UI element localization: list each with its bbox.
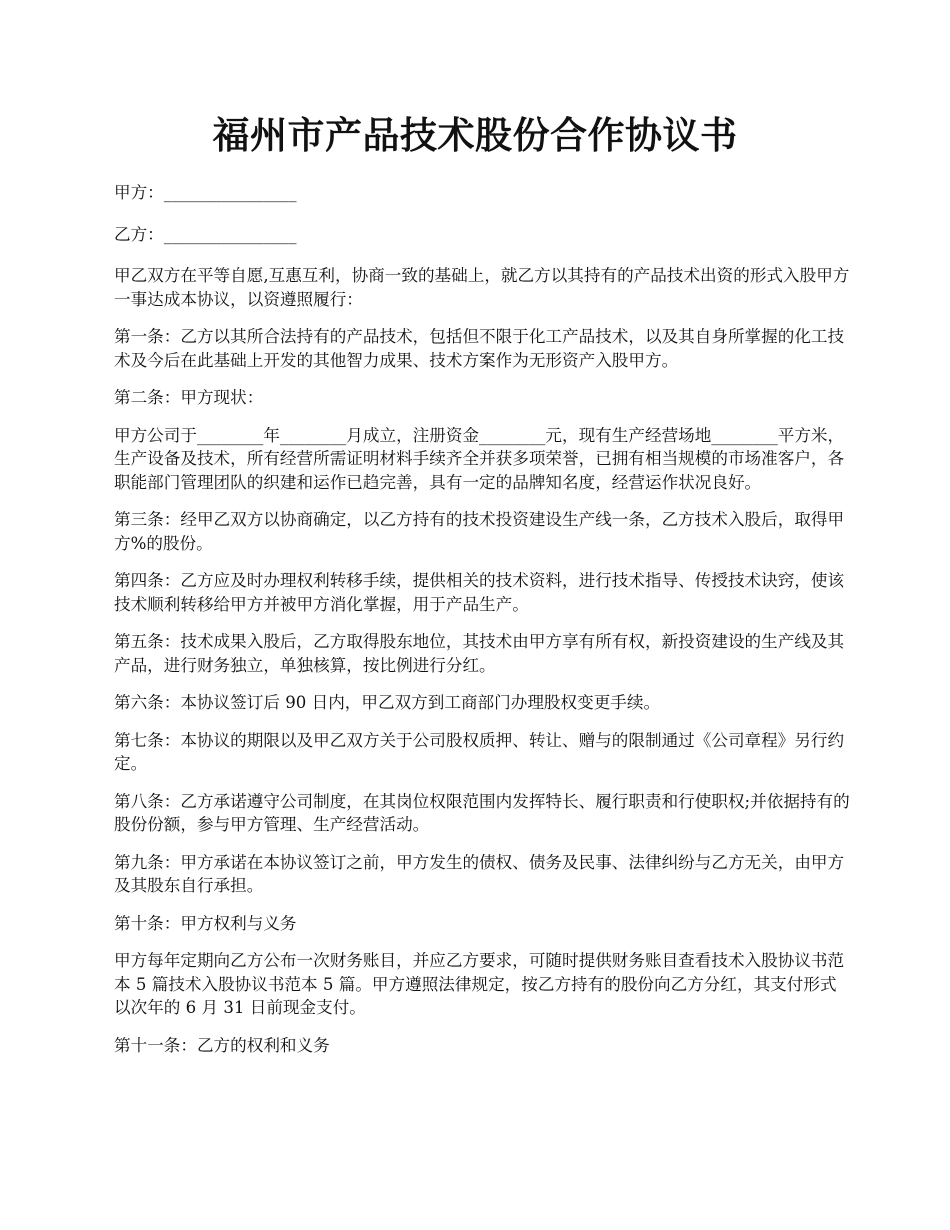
article-7: 第七条：本协议的期限以及甲乙双方关于公司股权质押、转让、赠与的限制通过《公司章程》另行约定。: [114, 730, 845, 773]
article-2-heading: 第二条：甲方现状：: [114, 388, 264, 407]
party-a-status-paragraph: 甲方公司于________年________月成立，注册资金________元，现有生产经营场地________平方米，生产设备及技术，所有经营所需证明材料手续齐全并获多项荣誉，已拥有相当规模的市场准客户，各职能部门管理团队的织建和运作已趋完善，具有一定的品牌知名度，经营运作状况良好。: [114, 425, 845, 492]
article-1: 第一条：乙方以其所合法持有的产品技术，包括但不限于化工产品技术，以及其自身所掌握的化工技术及今后在此基础上开发的其他智力成果、技术方案作为无形资产入股甲方。: [114, 327, 845, 370]
party-b-line: 乙方：________________: [114, 224, 297, 244]
document-body: [114, 181, 852, 1071]
preamble-paragraph: 甲乙双方在平等自愿,互惠互利，协商一致的基础上，就乙方以其持有的产品技术出资的形式入股甲方一事达成本协议，以资遵照履行：: [114, 266, 850, 309]
article-3: 第三条：经甲乙双方以协商确定，以乙方持有的技术投资建设生产线一条，乙方技术入股后，取得甲方%的股份。: [114, 510, 845, 553]
article-10-heading: 第十条：甲方权利与义务: [114, 913, 297, 933]
article-5: 第五条：技术成果入股后，乙方取得股东地位，其技术由甲方享有所有权，新投资建设的生产线及其产品，进行财务独立，单独核算，按比例进行分红。: [114, 632, 845, 675]
party-a-line: 甲方：________________: [114, 183, 297, 202]
article-8: 第八条：乙方承诺遵守公司制度，在其岗位权限范围内发挥特长、履行职责和行使职权;并依据持有的股份份额，参与甲方管理、生产经营活动。: [114, 791, 850, 834]
document-title: 福州市产品技术股份合作协议书: [212, 113, 738, 157]
party-a-rights-paragraph: 甲方每年定期向乙方公布一次财务账目，并应乙方要求，可随时提供财务账目查看技术入股协议书范本 5 篇技术入股协议书范本 5 篇。甲方遵照法律规定，按乙方持有的股份向乙方分红，其支付形式以次年的 6 月 31 日前现金支付。: [114, 951, 845, 1017]
article-4: 第四条：乙方应及时办理权利转移手续，提供相关的技术资料，进行技术指导、传授技术诀窍，使该技术顺利转移给甲方并被甲方消化掌握，用于产品生产。: [114, 571, 845, 614]
article-11-heading: 第十一条：乙方的权利和义务: [114, 1035, 330, 1055]
article-9: 第九条：甲方承诺在本协议签订之前，甲方发生的债权、债务及民事、法律纠纷与乙方无关，由甲方及其股东自行承担。: [114, 852, 845, 895]
article-6: 第六条：本协议签订后 90 日内，甲乙双方到工商部门办理股权变更手续。: [114, 693, 661, 712]
